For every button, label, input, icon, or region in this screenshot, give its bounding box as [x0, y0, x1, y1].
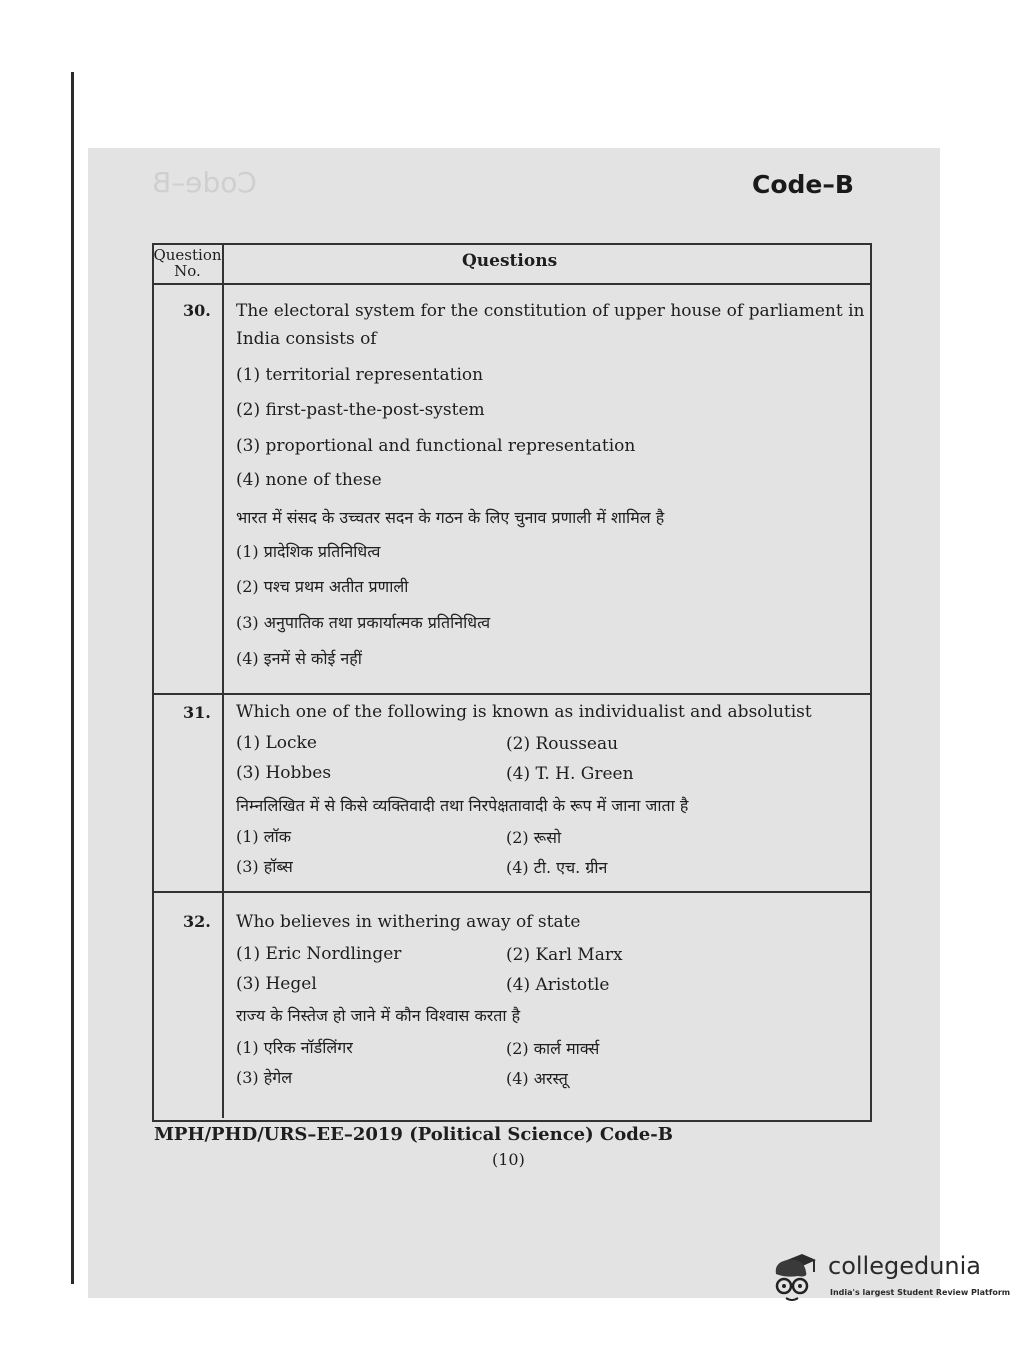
hindi-option: (2) पश्च प्रथम अतीत प्रणाली: [236, 577, 409, 596]
hindi-option: (1) प्रादेशिक प्रतिनिधित्व: [236, 542, 381, 561]
hindi-question-text: राज्य के निस्तेज हो जाने में कौन विश्वास करता है: [236, 1006, 521, 1025]
scan-edge-line: [71, 72, 74, 1284]
option: (2) first-past-the-post-system: [236, 400, 485, 420]
code-label: Code–B: [752, 170, 854, 199]
hindi-option: (2) रूसो: [506, 828, 562, 847]
option: (3) Hegel: [236, 974, 317, 994]
hindi-option: (4) टी. एच. ग्रीन: [506, 858, 608, 877]
bleed-through-text: Code–B: [152, 166, 257, 199]
hindi-question-text: निम्नलिखित में से किसे व्यक्तिवादी तथा निरपेक्षतावादी के रूप में जाना जाता है: [236, 796, 689, 815]
question-number: 31.: [183, 703, 211, 722]
hindi-option: (4) इनमें से कोई नहीं: [236, 649, 362, 668]
question-number: 30.: [183, 301, 211, 320]
row-divider: [152, 693, 870, 695]
table-column-divider: [222, 243, 224, 1118]
option: (4) none of these: [236, 470, 382, 490]
option: (4) T. H. Green: [506, 764, 634, 784]
question-text: Who believes in withering away of state: [236, 912, 581, 932]
hindi-option: (3) हेगेल: [236, 1068, 293, 1087]
column-header-questions: Questions: [462, 251, 558, 271]
hindi-option: (3) अनुपातिक तथा प्रकार्यात्मक प्रतिनिधित्व: [236, 613, 491, 632]
option: (1) territorial representation: [236, 365, 484, 385]
hindi-option: (4) अरस्तू: [506, 1069, 568, 1088]
hindi-option: (3) हॉब्स: [236, 857, 293, 876]
option: (1) Eric Nordlinger: [236, 944, 402, 964]
collegedunia-logo: [768, 1248, 1011, 1308]
column-header-number: Question No.: [153, 246, 222, 280]
option: (3) proportional and functional representation: [236, 436, 636, 456]
option: (3) Hobbes: [236, 763, 332, 783]
option: (2) Rousseau: [506, 734, 619, 754]
question-number: 32.: [183, 912, 211, 931]
question-text: The electoral system for the constitution of upper house of parliament in: [236, 301, 865, 321]
option: (4) Aristotle: [506, 975, 610, 995]
page-number: (10): [492, 1150, 525, 1169]
question-text: Which one of the following is known as individualist and absolutist: [236, 702, 812, 722]
hindi-option: (2) कार्ल मार्क्स: [506, 1039, 600, 1058]
hindi-question-text: भारत में संसद के उच्चतर सदन के गठन के लिए चुनाव प्रणाली में शामिल है: [236, 508, 665, 527]
brand-name: collegedunia: [828, 1252, 982, 1280]
option: (2) Karl Marx: [506, 945, 623, 965]
footer-title: MPH/PHD/URS–EE–2019 (Political Science) Code-B: [154, 1124, 673, 1145]
mascot-icon: [768, 1248, 824, 1308]
row-divider: [152, 891, 870, 893]
brand-tagline: India's largest Student Review Platform: [830, 1288, 1011, 1297]
hindi-option: (1) एरिक नॉर्डलिंगर: [236, 1038, 353, 1057]
hindi-option: (1) लॉक: [236, 827, 292, 846]
table-header-divider: [152, 283, 870, 285]
option: (1) Locke: [236, 733, 317, 753]
question-text: India consists of: [236, 329, 377, 349]
